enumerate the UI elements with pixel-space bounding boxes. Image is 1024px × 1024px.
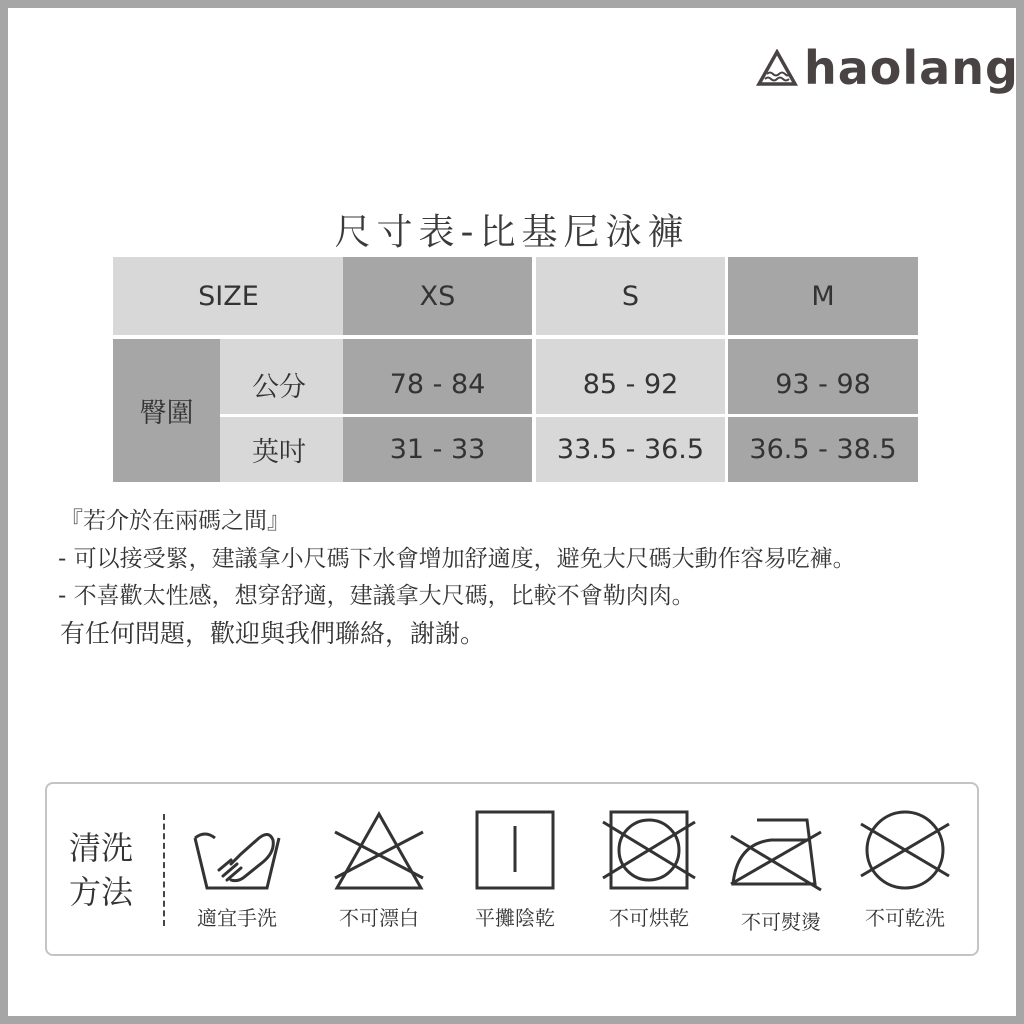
no-bleach-icon (331, 808, 427, 894)
care-heading-line: 方法 (69, 873, 134, 911)
size-label: S (621, 280, 640, 312)
unit-label: 公分 (252, 372, 306, 403)
no-dry-clean-icon (857, 808, 953, 894)
brand-logo (756, 40, 1019, 96)
care-label: 適宜手洗 (197, 906, 277, 930)
care-label: 不可乾洗 (865, 906, 945, 930)
value-label: 78 - 84 (389, 369, 486, 400)
value-label: 31 - 33 (389, 434, 486, 465)
value-label: 85 - 92 (582, 369, 679, 400)
dry-flat-shade-icon (467, 808, 563, 894)
value-label: 93 - 98 (775, 369, 871, 400)
mountain-wave-icon (756, 49, 798, 87)
note-line: - 可以接受緊，建議拿小尺碼下水會增加舒適度，避免大尺碼大動作容易吃褲。 (58, 546, 856, 572)
care-label: 平攤陰乾 (475, 906, 555, 930)
brand-name: haolang (804, 41, 1019, 95)
value-cell (536, 417, 725, 482)
hand-wash-icon (189, 808, 285, 894)
care-divider (163, 814, 165, 926)
value-cell (343, 339, 532, 414)
unit-label: 英吋 (252, 437, 306, 468)
value-label: 33.5 - 36.5 (556, 434, 705, 465)
size-column-s (536, 257, 725, 335)
value-cell (343, 417, 532, 482)
size-header-label: SIZE (198, 280, 259, 312)
note-line: - 不喜歡太性感，想穿舒適，建議拿大尺碼，比較不會勒肉肉。 (58, 583, 695, 609)
no-iron-icon (727, 808, 823, 894)
measure-label: 臀圍 (139, 398, 194, 429)
size-label: M (811, 280, 835, 312)
note-contact: 有任何問題，歡迎與我們聯絡，謝謝。 (60, 619, 486, 648)
care-label: 不可漂白 (339, 906, 419, 930)
size-column-m (728, 257, 918, 335)
unit-cell-inch (220, 417, 344, 482)
value-cell (728, 339, 918, 414)
measure-label-cell (113, 339, 220, 482)
size-label: XS (419, 280, 456, 312)
size-header-cell (113, 257, 344, 335)
note-heading: 『若介於在兩碼之間』 (60, 508, 290, 534)
care-heading (69, 826, 141, 914)
care-heading-line: 清洗 (69, 829, 134, 867)
unit-cell-cm (220, 339, 344, 414)
value-label: 36.5 - 38.5 (749, 434, 897, 465)
care-label: 不可烘乾 (609, 906, 689, 930)
size-chart-page (8, 8, 1019, 1016)
care-instructions-panel (45, 782, 979, 956)
no-tumble-dry-icon (601, 808, 697, 894)
size-column-xs (343, 257, 532, 335)
care-label: 不可熨燙 (741, 910, 821, 934)
value-cell (728, 417, 918, 482)
page-title: 尺寸表-比基尼泳褲 (334, 212, 690, 253)
value-cell (536, 339, 725, 414)
